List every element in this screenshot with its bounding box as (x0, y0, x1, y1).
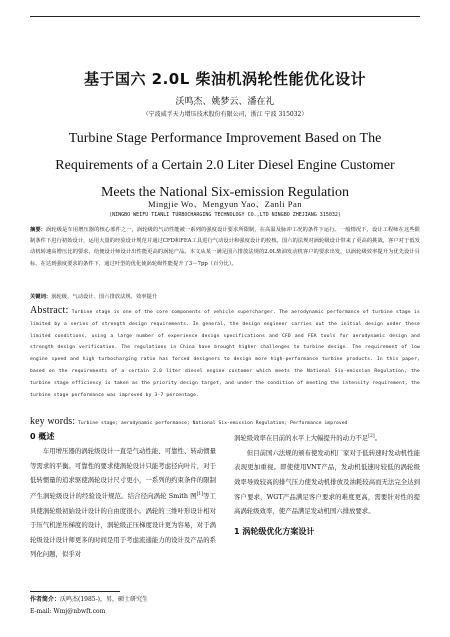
para2a-text: 涡轮级效率在目前的水平上大幅提升的动力不足 (234, 434, 369, 443)
chinese-abstract-text: 涡轮级是车用增压器的核心部件之一，涡轮级的气动性能被一系列的强度设计要求所限制，在高温及脉冲工况的条件下运行。一般情况下，设计工程师在这些限制条件下进行初始设计，运用大量的经验设计规范并通过CFD和FEA工具进行气动设计和强度设计的校核。国六的法规对涡轮级设计带来了更高的挑战，客户对于低发动机转速高增压比的要求，给便设计师设计出性能更高的涡轮产品。本文从某一满足国六排放法规的2.0L柴油发动机客户的要求出发，以涡轮级效率提升为优先设计目标，在达到强度要求的条件下，通过叶型的优化使涡轮级性能提升了3－7pp（百分比）。 (30, 227, 420, 267)
body-column-left (30, 430, 216, 562)
english-title-line-1: Turbine Stage Performance Improvement Based on The (68, 131, 382, 146)
english-abstract (30, 305, 420, 401)
english-affiliation: (NINGBO WEIFU TIANLI TURBOCHARGING TECHNOLOGY CO.,LTD NINGBO ZHEJIANG 315032) (109, 212, 341, 218)
english-title-line-2: Requirements of a Certain 2.0 Liter Diesel Engine Customer (55, 158, 395, 173)
chinese-abstract (30, 225, 420, 270)
section-0-heading: 0 概述 (30, 432, 55, 441)
author-bio (30, 594, 148, 606)
english-keywords (30, 416, 420, 427)
body-column-right (234, 430, 420, 539)
footnote (30, 594, 148, 618)
citation-1[interactable]: [1] (196, 491, 203, 497)
chinese-authors: 沃鸣杰、姚梦云、潘在礼 (175, 97, 275, 107)
footnote-rule (30, 591, 120, 592)
english-title (0, 125, 450, 206)
author-bio-text: 沃鸣杰(1985-)，男，硕士研究生 (60, 596, 148, 603)
chinese-abstract-label: 摘要： (30, 227, 47, 233)
author-email[interactable]: E-mail: Wmj@nbwft.com (30, 608, 106, 615)
section-1-heading: 1 涡轮级优化方案设计 (234, 526, 315, 536)
english-title-line-3: Meets the National Six-emission Regulation (100, 185, 350, 200)
section-0-paragraph-2: 但目前国六法规的颁布使发动机厂家对于低转速时发动机性能表现更加重视。即使使用VNT产品，发动机低速时较低的涡轮级效率导致较高的排气压力使发动机排放及油耗较高而无法完全达到客户要求，WGT产品满足客户要求的难度更高，需要针对性的提高涡轮级效率，使产品满足发动机国六排放要求。 (234, 448, 420, 516)
chinese-affiliation: （宁波威孚天力增压技术股份有限公司，浙江 宁波 315032） (142, 111, 308, 118)
english-abstract-label: Abstract: (30, 305, 69, 316)
section-0-paragraph-1 (30, 444, 216, 562)
chinese-keywords-text: 涡轮级、气动设计、国六排放法规、效率提升 (51, 294, 158, 300)
section-0-paragraph-1-cont (234, 430, 420, 446)
header-rule (30, 16, 420, 17)
chinese-keywords-label: 关键词： (30, 294, 52, 300)
english-keywords-label: key words: (30, 416, 76, 427)
author-bio-label: 作者简介： (30, 596, 61, 603)
citation-2[interactable]: [2] (368, 434, 375, 439)
para2b-text: 。 (374, 434, 381, 443)
para1b-text: 等工具使涡轮级初始设计设计的自由度很小。涡轮的三维叶形设计相对于压气机逆压梯度的设计，涡轮级正压梯度设计更为容易，对于涡轮级设计设计师更多的时间是用于考虑流通能力的设计及产品的系列化问题，似乎对 (30, 491, 216, 559)
english-keywords-text: Turbine stage; aerodynamic performance; National Six-emission Regulation; Performance improved (78, 421, 348, 426)
english-authors: Mingjie Wo、Mengyun Yao、Zanli Pan (148, 199, 302, 209)
chinese-title: 基于国六 2.0L 柴油机涡轮性能优化设计 (83, 70, 367, 88)
chinese-keywords (30, 292, 420, 300)
para1-text: 车用增压器的涡轮级设计一直是气动性能、可靠性、转动惯量等需求的平衡。可靠性的要求使涡轮设计只能考虑径向叶片，对于低转惯量的追求驱使涡轮设计尺寸更小，一系列的约束条件的限制产生涡轮级设计的经验设计规范。结合径向涡轮 Smith 图 (30, 447, 216, 500)
english-abstract-text: Turbine stage is one of the core components of vehicle supercharger. The aerodynamic performance of turbine stage is limited by a series of strength design requirements. In general, the design engineer carries out the initial design under these limited conditions, using a large number of experience design specifications and CFD and FEA tools for aerodynamic design and strength design verification. The regulations in China have brought higher challenges to turbine design. The requirement of low engine speed and high turbocharging ratio has forced designers to design more high-performance turbine products. In this paper, based on the requirements of a certain 2.0 liter diesel engine customer which meets the National Six-emission Regulation, the turbine stage efficiency is taken as the priority design target, and under the condition of meeting the intensity requirement, the turbine stage performance was improved by 3-7 percentage. (30, 310, 420, 398)
